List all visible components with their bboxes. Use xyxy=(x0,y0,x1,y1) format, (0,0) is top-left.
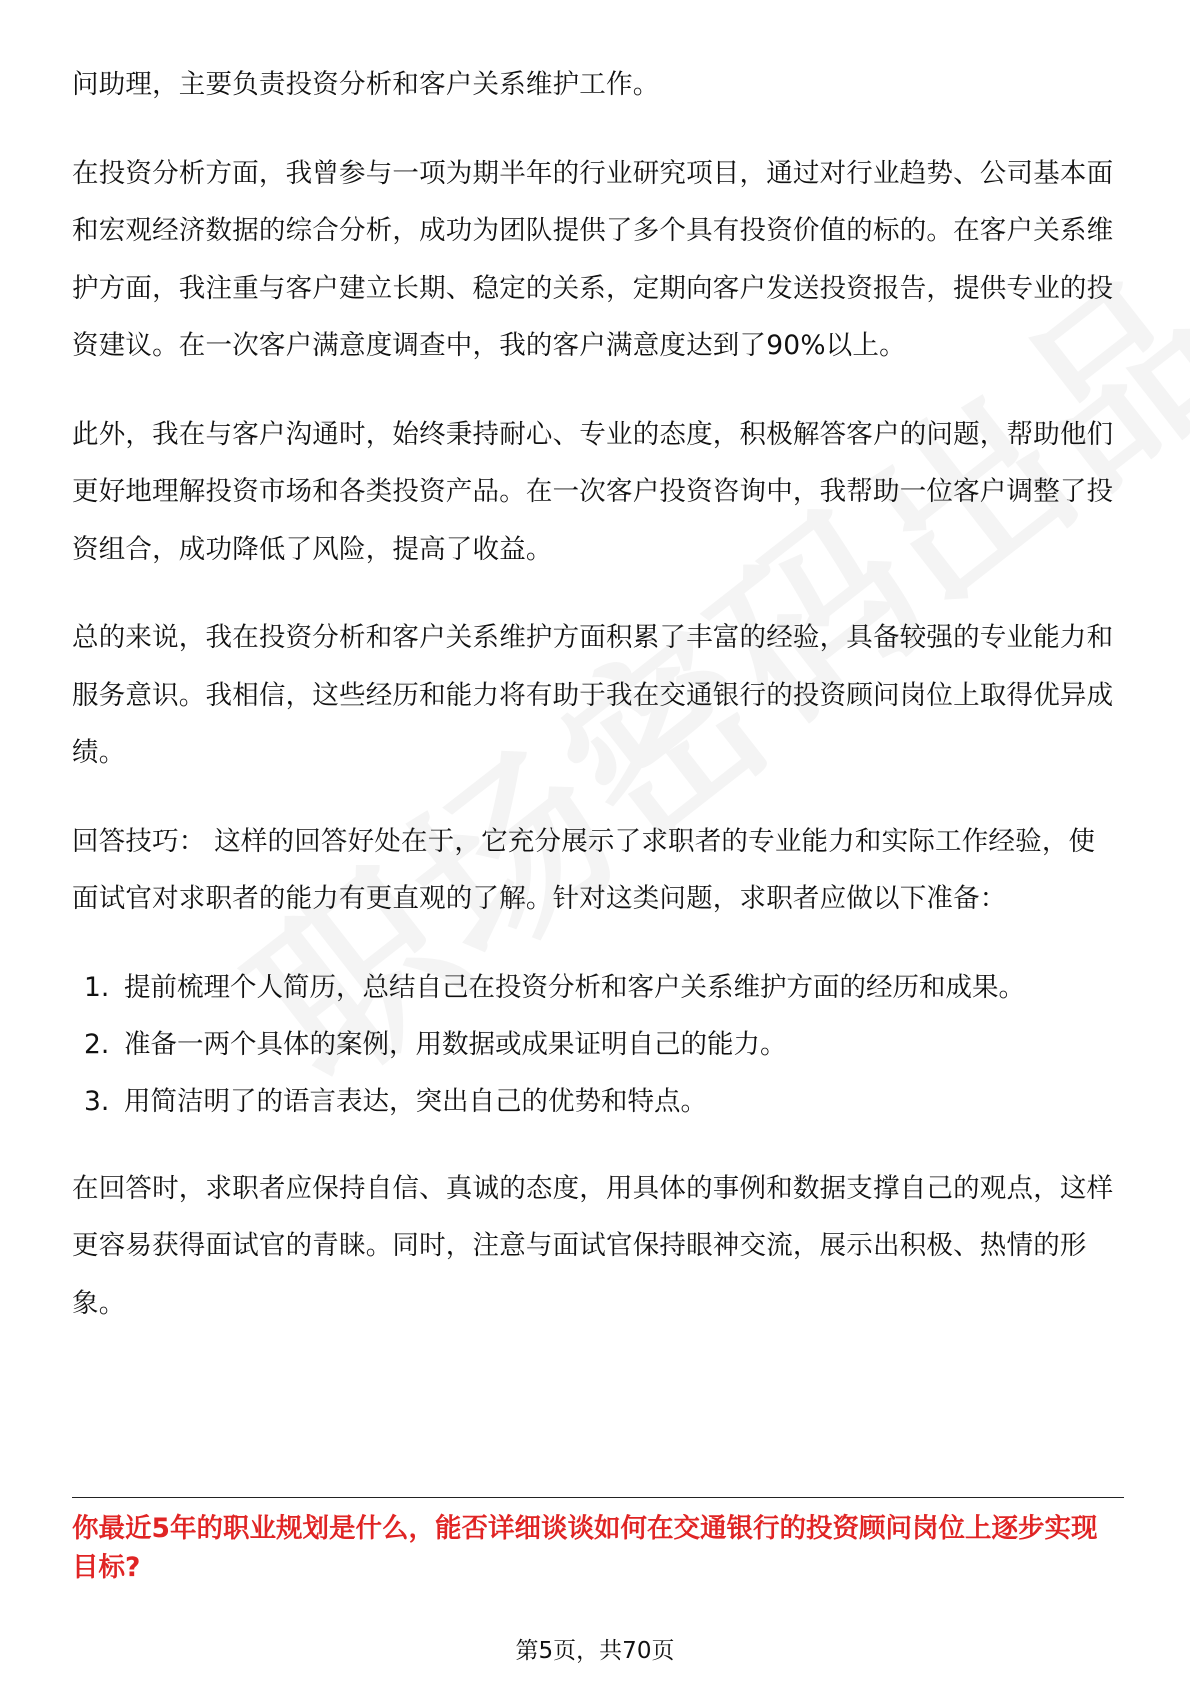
paragraph-2: 在投资分析方面，我曾参与一项为期半年的行业研究项目，通过对行业趋势、公司基本面和宏观经济数据的综合分析，成功为团队提供了多个具有投资价值的标的。在客户关系维护方面，我注重与客户建立长期、稳定的关系，定期向客户发送投资报告，提供专业的投资建议。在一次客户满意度调查中，我的客户满意度达到了90%以上。 xyxy=(72,157,1114,361)
paragraph-3: 此外，我在与客户沟通时，始终秉持耐心、专业的态度，积极解答客户的问题，帮助他们更好地理解投资市场和各类投资产品。在一次客户投资咨询中，我帮助一位客户调整了投资组合，成功降低了风险，提高了收益。 xyxy=(72,418,1114,565)
list-number: 3. xyxy=(84,1085,110,1117)
paragraph-5: 回答技巧： 这样的回答好处在于，它充分展示了求职者的专业能力和实际工作经验，使面试官对求职者的能力有更直观的了解。针对这类问题，求职者应做以下准备： xyxy=(72,825,1096,914)
tips-list xyxy=(72,959,1120,1130)
list-item xyxy=(84,1016,1120,1073)
list-number: 1. xyxy=(84,971,110,1003)
closing-paragraph: 在回答时，求职者应保持自信、真诚的态度，用具体的事例和数据支撑自己的观点，这样更容易获得面试官的青睐。同时，注意与面试官保持眼神交流，展示出积极、热情的形象。 xyxy=(72,1172,1114,1319)
paragraph-1: 问助理，主要负责投资分析和客户关系维护工作。 xyxy=(72,69,660,100)
list-text: 用简洁明了的语言表达，突出自己的优势和特点。 xyxy=(124,1085,707,1117)
list-item xyxy=(84,1073,1120,1130)
body-text xyxy=(72,56,1120,1363)
list-text: 准备一两个具体的案例，用数据或成果证明自己的能力。 xyxy=(124,1028,787,1060)
list-item xyxy=(84,959,1120,1016)
list-number: 2. xyxy=(84,1028,110,1060)
list-text: 提前梳理个人简历，总结自己在投资分析和客户关系维护方面的经历和成果。 xyxy=(124,971,1025,1003)
paragraph-4: 总的来说，我在投资分析和客户关系维护方面积累了丰富的经验，具备较强的专业能力和服务意识。我相信，这些经历和能力将有助于我在交通银行的投资顾问岗位上取得优异成绩。 xyxy=(72,622,1114,768)
next-question-heading: 你最近5年的职业规划是什么，能否详细谈谈如何在交通银行的投资顾问岗位上逐步实现目标? xyxy=(72,1513,1098,1583)
page-number: 第5页，共70页 xyxy=(515,1638,675,1664)
section-divider xyxy=(72,1497,1124,1498)
